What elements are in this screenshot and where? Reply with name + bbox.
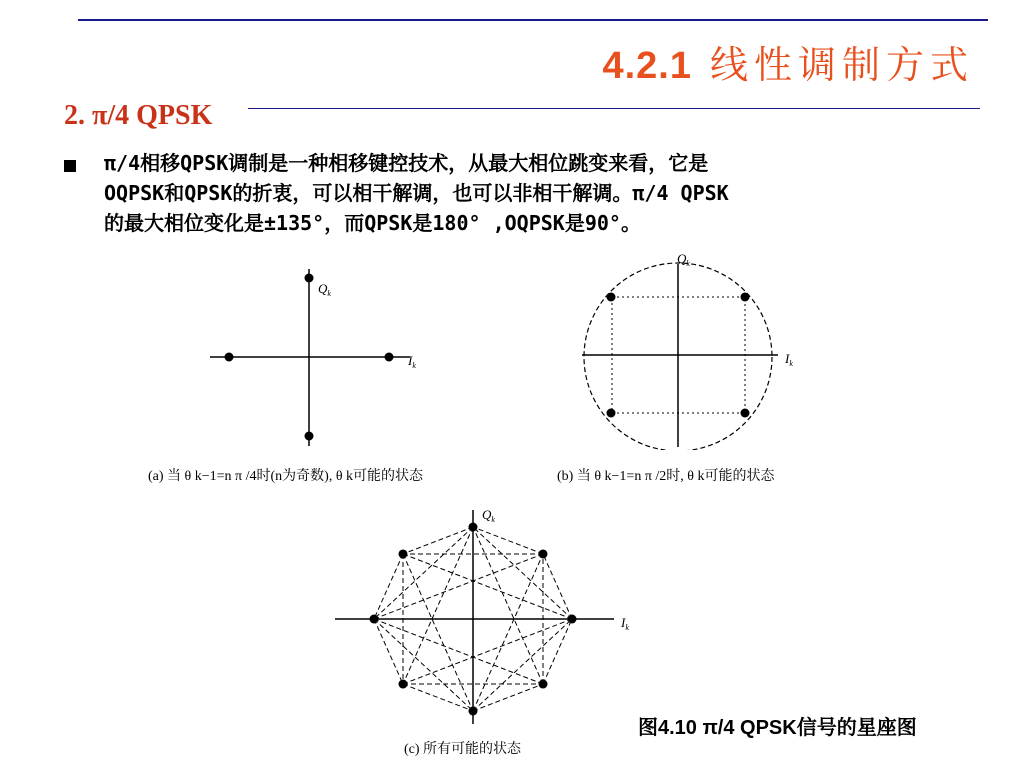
constellation-point [385,353,394,362]
bullet-square-icon [64,160,76,172]
constellation-point [469,523,478,532]
q-axis-label: $Q_k$ [482,507,495,524]
transition-line [403,619,572,684]
bullet-line: π/4相移QPSK调制是一种相移键控技术，从最大相位跳变来看，它是 [104,151,709,175]
caption-diagram-a: (a) 当 θ k−1=n π /4时(n为奇数), θ k可能的状态 [148,469,424,484]
subheading: 2. π/4 QPSK [64,100,213,131]
constellation-diagram-a [200,264,430,454]
transition-line [403,554,473,711]
constellation-point [469,707,478,716]
constellation-point [305,432,314,441]
transition-line [403,527,473,684]
constellation-point [370,615,379,624]
q-axis-label: $Q_k$ [677,251,690,268]
i-axis-label: $I_k$ [621,615,629,632]
constellation-point [398,549,407,558]
caption-diagram-b: (b) 当 θ k−1=n π /2时, θ k可能的状态 [557,469,775,484]
bullet-line: 的最大相位变化是±135°，而QPSK是180° ,OQPSK是90°。 [104,211,641,235]
constellation-point [568,615,577,624]
transition-line [374,554,543,619]
transition-line [473,527,572,619]
transition-line [473,619,572,711]
bullet-text [104,148,974,238]
caption-diagram-c: (c) 所有可能的状态 [404,742,522,757]
header-rule-top [78,19,988,21]
transition-line [403,554,572,619]
section-number: 4.2.1 [602,45,692,87]
transition-line [374,527,473,619]
constellation-point [305,274,314,283]
page-title [602,34,974,89]
constellation-point [398,680,407,689]
i-axis-label: $I_k$ [408,353,416,370]
constellation-point [741,293,750,302]
transition-line [473,527,543,684]
q-axis-label: $Q_k$ [318,281,331,298]
constellation-point [225,353,234,362]
header-rule-bottom [248,108,980,109]
transition-line [374,619,543,684]
transition-line [473,554,543,711]
constellation-point [607,409,616,418]
constellation-point [607,293,616,302]
constellation-point [539,549,548,558]
constellation-diagram-b [570,250,810,450]
constellation-point [539,680,548,689]
constellation-diagram-c [330,500,650,730]
constellation-point [741,409,750,418]
bullet-line: OQPSK和QPSK的折衷，可以相干解调，也可以非相干解调。π/4 QPSK [104,181,729,205]
i-axis-label: $I_k$ [785,351,793,368]
transition-line [374,619,473,711]
figure-caption: 图4.10 π/4 QPSK信号的星座图 [638,717,917,739]
title-text: 线性调制方式 [709,43,974,87]
